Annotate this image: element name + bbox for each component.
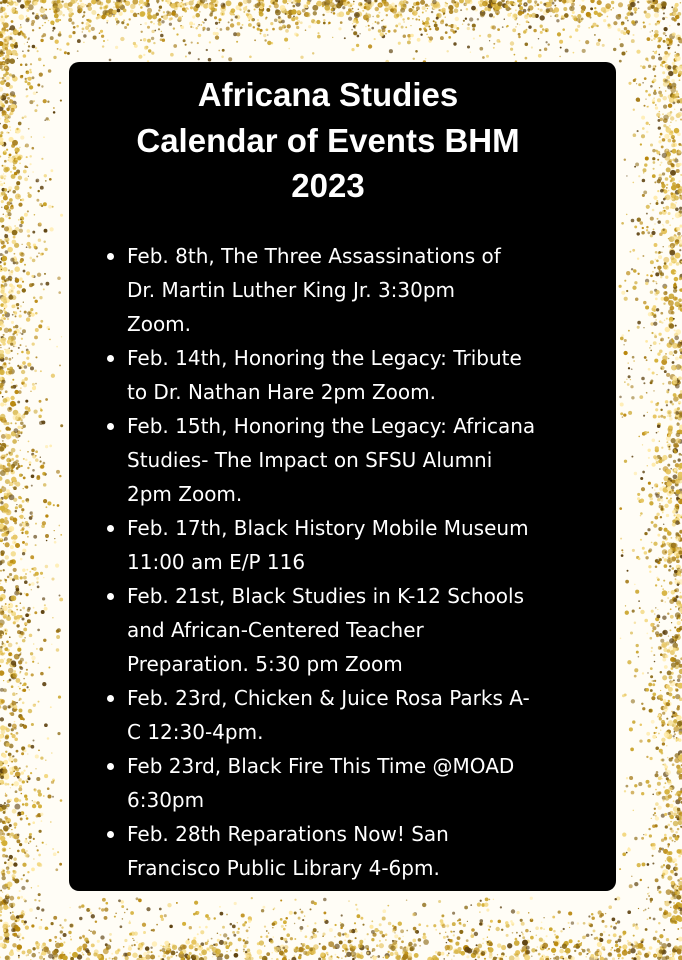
event-line: Feb 23rd, Black Fire This Time @MOAD — [127, 754, 515, 778]
event-item — [107, 239, 602, 341]
event-line: Feb. 28th Reparations Now! San — [127, 822, 449, 846]
title-line-2: Calendar of Events BHM — [136, 121, 520, 159]
event-line: Feb. 23rd, Chicken & Juice Rosa Parks A- — [127, 686, 530, 710]
bullet-icon — [107, 253, 114, 260]
event-line: 2pm Zoom. — [127, 482, 243, 506]
event-item — [107, 817, 602, 885]
event-line: Francisco Public Library 4-6pm. — [127, 856, 440, 880]
bullet-icon — [107, 695, 114, 702]
event-line: Studies- The Impact on SFSU Alumni — [127, 448, 493, 472]
event-card — [69, 62, 616, 891]
event-line: 11:00 am E/P 116 — [127, 550, 306, 574]
bullet-icon — [107, 355, 114, 362]
event-line: Feb. 8th, The Three Assassinations of — [127, 244, 501, 268]
bullet-icon — [107, 423, 114, 430]
title-line-3: 2023 — [291, 167, 365, 204]
event-list — [107, 239, 602, 885]
event-line: Preparation. 5:30 pm Zoom — [127, 652, 403, 676]
event-line: Feb. 21st, Black Studies in K-12 Schools — [127, 584, 525, 608]
event-line: and African-Centered Teacher — [127, 618, 424, 642]
title-line-1: Africana Studies — [197, 76, 459, 113]
bullet-icon — [107, 763, 114, 770]
event-item — [107, 511, 602, 579]
event-line: to Dr. Nathan Hare 2pm Zoom. — [127, 380, 436, 404]
bullet-icon — [107, 593, 114, 600]
event-line: C 12:30-4pm. — [127, 720, 264, 744]
event-line: 6:30pm — [127, 788, 205, 812]
event-item — [107, 341, 602, 409]
event-line: Feb. 14th, Honoring the Legacy: Tribute — [127, 346, 522, 370]
bullet-icon — [107, 525, 114, 532]
bullet-icon — [107, 831, 114, 838]
event-line: Feb. 15th, Honoring the Legacy: Africana — [127, 414, 536, 438]
event-item — [107, 681, 602, 749]
event-line: Dr. Martin Luther King Jr. 3:30pm — [127, 278, 456, 302]
event-line: Feb. 17th, Black History Mobile Museum — [127, 516, 529, 540]
page-title — [69, 72, 587, 209]
event-item — [107, 409, 602, 511]
event-item — [107, 749, 602, 817]
event-item — [107, 579, 602, 681]
event-line: Zoom. — [127, 312, 192, 336]
